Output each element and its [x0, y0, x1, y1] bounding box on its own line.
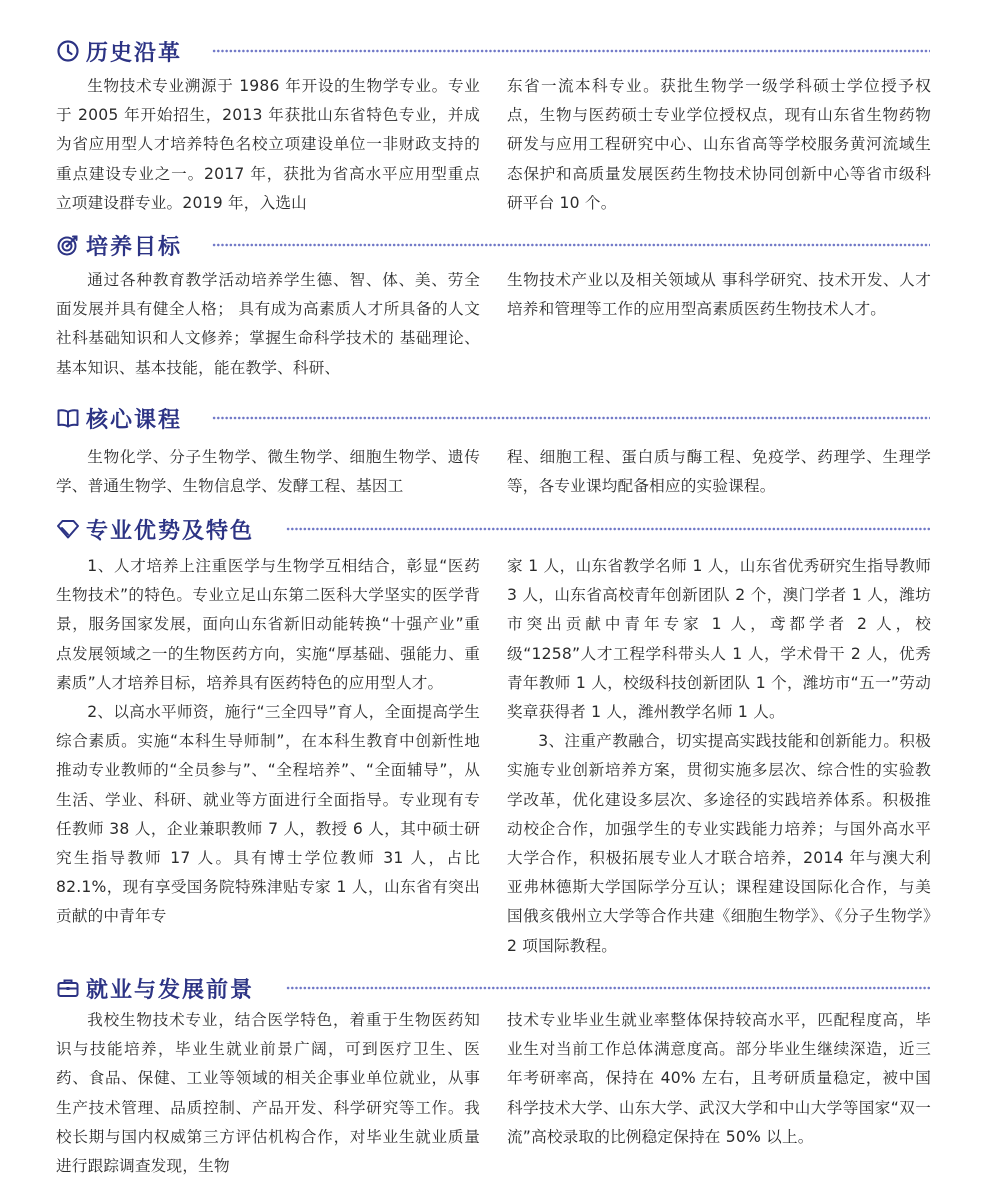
section-header — [56, 512, 254, 546]
right-column — [507, 1006, 931, 1152]
dotted-divider — [212, 415, 930, 421]
paragraph: 我校生物技术专业，结合医学特色，着重于生物医药知识与技能培养，毕业生就业前景广阔，可到医疗卫生、医药、食品、保健、工业等领域的相关企事业单位就业，从事生产技术管理、品质控制、产品开发、科学研究等工作。我校长期与国内权威第三方评估机构合作，对毕业生就业质量进行跟踪调查发现，生物 — [56, 1011, 480, 1176]
paragraph: 通过各种教育教学活动培养学生德、智、体、美、劳全面发展并具有健全人格； 具有成为高素质人才所具备的人文社科基础知识和人文修养；掌握生命科学技术的 基础理论、基本知识、基本技能，能在教学、科研、 — [56, 271, 480, 377]
left-column — [56, 1006, 480, 1181]
right-column — [507, 552, 931, 961]
paragraph: 生物技术专业溯源于 1986 年开设的生物学专业。专业于 2005 年开始招生，2013 年获批山东省特色专业，并成为省应用型人才培养特色名校立项建设单位一非财政支持的重点建设专业之一。2017 年，获批为省高水平应用型重点立项建设群专业。2019 年，入选山 — [56, 77, 480, 212]
paragraph: 生物技术产业以及相关领域从 事科学研究、技术开发、人才培养和管理等工作的应用型高素质医药生物技术人才。 — [507, 271, 931, 319]
right-column — [507, 72, 931, 218]
dotted-divider — [286, 985, 930, 991]
section-title: 培养目标 — [86, 233, 183, 260]
paragraph: 2、以高水平师资，施行“三全四导”育人，全面提高学生综合素质。实施“本科生导师制”，在本科生教育中创新性地推动专业教师的“全员参与”、“全程培养”、“全面辅导”，从生活、学业、科研、就业等方面进行全面指导。专业现有专任教师 38 人，企业兼职教师 7 人，教授 6 人，其中硕士研究生指导教师 17 人。具有博士学位教师 31 人，占比 82.1%，现有享受国务院特殊津贴专家 1 人，山东省有突出贡献的中青年专 — [56, 703, 480, 926]
paragraph: 东省一流本科专业。获批生物学一级学科硕士学位授予权点，生物与医药硕士专业学位授权点，现有山东省生物药物研发与应用工程研究中心、山东省高等学校服务黄河流域生态保护和高质量发展医药生物技术协同创新中心等省市级科研平台 10 个。 — [507, 77, 931, 212]
dotted-divider — [212, 242, 930, 248]
left-column — [56, 443, 480, 501]
left-column — [56, 72, 480, 218]
clock-icon — [56, 39, 80, 63]
briefcase-icon — [56, 976, 80, 1000]
section-header — [56, 228, 182, 262]
section-title: 历史沿革 — [86, 39, 183, 66]
section-header — [56, 971, 254, 1005]
open-book-icon — [56, 406, 80, 430]
dotted-divider — [212, 48, 930, 54]
section-title: 核心课程 — [86, 406, 183, 433]
paragraph: 家 1 人，山东省教学名师 1 人，山东省优秀研究生指导教师 3 人，山东省高校青年创新团队 2 个，澳门学者 1 人，潍坊市突出贡献中青年专家 1 人，鸢都学者 2 人，校级“1258”人才工程学科带头人 1 人，学术骨干 2 人，优秀青年教师 1 人，校级科技创新团队 1 个，潍坊市“五一”劳动奖章获得者 1 人，潍州教学名师 1 人。 — [507, 557, 931, 722]
dotted-divider — [286, 526, 930, 532]
paragraph: 1、人才培养上注重医学与生物学互相结合，彰显“医药生物技术”的特色。专业立足山东第二医科大学坚实的医学背景，服务国家发展，面向山东省新旧动能转换“十强产业”重点发展领域之一的生物医药方向，实施“厚基础、强能力、重素质”人才培养目标，培养具有医药特色的应用型人才。 — [56, 557, 480, 692]
paragraph: 生物化学、分子生物学、微生物学、细胞生物学、遗传学、普通生物学、生物信息学、发酵工程、基因工 — [56, 448, 480, 496]
right-column — [507, 443, 931, 501]
section-header — [56, 401, 182, 435]
paragraph: 3、注重产教融合，切实提高实践技能和创新能力。积极实施专业创新培养方案，贯彻实施多层次、综合性的实验教学改革，优化建设多层次、多途径的实践培养体系。积极推动校企合作，加强学生的专业实践能力培养；与国外高水平大学合作，积极拓展专业人才联合培养，2014 年与澳大利亚弗林德斯大学国际学分互认；课程建设国际化合作，与美国俄亥俄州立大学等合作共建《细胞生物学》、《分子生物学》2 项国际教程。 — [507, 732, 931, 955]
diamond-icon — [56, 517, 80, 541]
paragraph: 程、细胞工程、蛋白质与酶工程、免疫学、药理学、生理学等，各专业课均配备相应的实验课程。 — [507, 448, 931, 496]
section-title: 专业优势及特色 — [86, 517, 255, 544]
right-column — [507, 266, 931, 324]
paragraph: 技术专业毕业生就业率整体保持较高水平，匹配程度高，毕业生对当前工作总体满意度高。部分毕业生继续深造，近三年考研率高，保持在 40% 左右，且考研质量稳定，被中国科学技术大学、山东大学、武汉大学和中山大学等国家“双一流”高校录取的比例稳定保持在 50% 以上。 — [507, 1011, 931, 1146]
left-column — [56, 266, 480, 383]
section-header — [56, 34, 182, 68]
target-icon — [56, 233, 80, 257]
left-column — [56, 552, 480, 932]
section-title: 就业与发展前景 — [86, 976, 255, 1003]
